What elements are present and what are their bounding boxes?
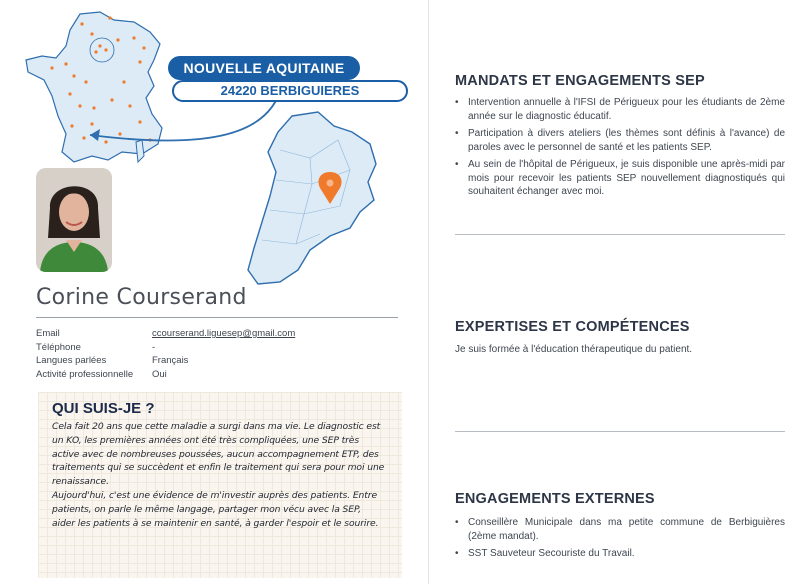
list-item: • SST Sauveteur Secouriste du Travail. <box>455 547 785 561</box>
list-item: • Intervention annuelle à l'IFSI de Périgueux pour les étudiants de 2ème année sur le diagnostic éducatif. <box>455 96 785 123</box>
name-divider <box>36 317 398 318</box>
list-item: • Au sein de l'hôpital de Périgueux, je suis disponible une après-midi par mois pour recevoir les patients SEP nouvellement diagnostiqués qui souhaitent échanger avec moi. <box>455 158 785 199</box>
about-text <box>52 420 386 530</box>
person-name: Corine Courserand <box>36 285 247 310</box>
about-title: QUI SUIS-JE ? <box>52 400 155 417</box>
about-paragraph: Aujourd'hui, c'est une évidence de m'investir auprès des patients. Entre patients, on parle le même langage, partager mon vécu avec la SEP, aider les patients à se maintenir en santé, à garder l'espoir et le sourire. <box>52 489 379 529</box>
region-map <box>240 110 400 290</box>
activity-label: Activité professionnelle <box>36 368 134 380</box>
email-label: Email <box>36 328 60 339</box>
region-badge: NOUVELLE AQUITAINE <box>168 56 360 80</box>
phone-label: Téléphone <box>36 341 81 353</box>
avatar <box>36 168 112 272</box>
list-item: • Participation à divers ateliers (les thèmes sont définis à l'avance) de paroles avec le personnel de santé et les patients SEP. <box>455 127 785 154</box>
info-row-activity <box>36 368 396 382</box>
external-list <box>455 516 785 565</box>
languages-label: Langues parlées <box>36 355 107 366</box>
info-row-phone <box>36 341 396 355</box>
profile-photo <box>36 168 112 272</box>
info-row-email <box>36 327 396 341</box>
expertise-text: Je suis formée à l'éducation thérapeutique du patient. <box>455 344 693 355</box>
section-divider <box>455 431 785 432</box>
external-title: ENGAGEMENTS EXTERNES <box>455 491 655 507</box>
mandates-list <box>455 96 785 203</box>
languages-value: Français <box>152 355 189 366</box>
mandates-title: MANDATS ET ENGAGEMENTS SEP <box>455 73 705 89</box>
city-badge: 24220 BERBIGUIERES <box>172 80 408 102</box>
about-paragraph: Cela fait 20 ans que cette maladie a surgi dans ma vie. Le diagnostic est un KO, les premières années ont été très compliquées, une SEP très active avec de nombreuses poussées, aucun accompagnement ETP, des traitements qui se succèdent et enfin le traitement qui sera pour moi une renaissance. <box>52 421 385 488</box>
contact-info <box>36 327 396 381</box>
expertise-title: EXPERTISES ET COMPÉTENCES <box>455 319 690 335</box>
activity-value: Oui <box>152 368 167 380</box>
info-row-languages <box>36 354 396 368</box>
phone-value: - <box>152 341 156 353</box>
section-divider <box>455 234 785 235</box>
email-link[interactable]: ccourserand.liguesep@gmail.com <box>152 328 296 339</box>
list-item: • Conseillère Municipale dans ma petite commune de Berbiguières (2ème mandat). <box>455 516 785 543</box>
